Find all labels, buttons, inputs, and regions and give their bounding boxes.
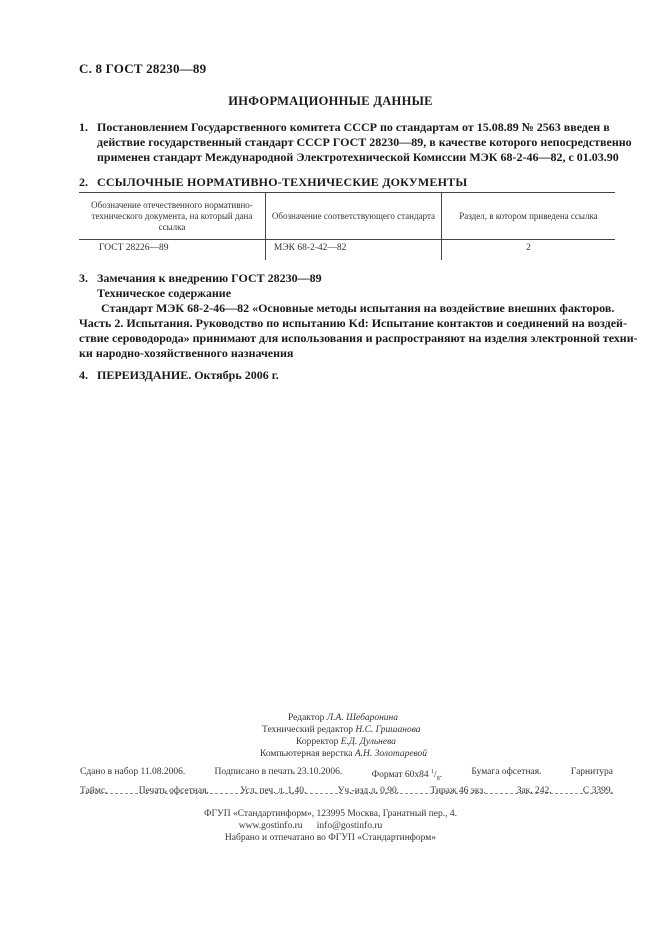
- publisher-block: [0, 808, 661, 844]
- credit-label: Технический редактор: [262, 725, 353, 735]
- print-info-item: С 3399.: [582, 786, 613, 797]
- section-4-text: ПЕРЕИЗДАНИЕ. Октябрь 2006 г.: [97, 368, 279, 382]
- section-3-number: 3.: [79, 271, 88, 285]
- print-info-item: Сдано в набор 11.08.2006.: [80, 767, 186, 777]
- column-header-domestic-doc: Обозначение отечественного нормативно-технического документа, на который дана ссылка: [79, 193, 265, 240]
- section-1-line: Постановлением Государственного комитета СССР по стандартам от 15.08.89 № 2563 введен в: [97, 120, 610, 134]
- print-info-item: Печать офсетная.: [138, 786, 209, 797]
- publisher-address: ФГУП «Стандартинформ», 123995 Москва, Гранатный пер., 4.: [203, 809, 458, 819]
- publisher-contacts: [0, 820, 661, 832]
- section-4-number: 4.: [79, 368, 88, 382]
- table-row: [79, 240, 615, 261]
- section-1-line: действие государственный стандарт СССР ГОСТ 28230—89, в качестве которого непосредственно: [97, 135, 632, 149]
- section-1-line: применен стандарт Международной Электротехнической Комиссии МЭК 68-2-46—82, с 01.03.90: [97, 150, 619, 164]
- section-2-heading: [79, 175, 467, 190]
- credit-label: Компьютерная верстка: [260, 749, 353, 759]
- section-3-title: Замечания к внедрению ГОСТ 28230—89: [97, 271, 322, 285]
- section-3-line: ствие сероводорода» принимают для использования и распространяют на изделия электронной техни-: [79, 331, 638, 345]
- print-info-item: Тираж 46 экз.: [430, 786, 486, 797]
- document-title: ИНФОРМАЦИОННЫЕ ДАННЫЕ: [228, 94, 433, 108]
- table-cell-section: 2: [441, 240, 615, 261]
- credit-name: Л.А. Шебаронина: [326, 713, 399, 723]
- section-4: [79, 368, 279, 383]
- column-header-section: Раздел, в котором приведена ссылка: [441, 193, 615, 240]
- credit-label: Редактор: [288, 713, 325, 723]
- print-info-item: Формат 60x84: [371, 770, 429, 781]
- print-info-item: Уч.-изд.л. 0,90.: [337, 786, 400, 797]
- table-header-row: [79, 193, 615, 240]
- print-info-item: Бумага офсетная.: [471, 767, 542, 777]
- section-1-number: 1.: [79, 120, 88, 134]
- reference-documents-table: [79, 192, 615, 260]
- credit-name: Е.Д. Дульнева: [340, 737, 396, 747]
- section-3-line: Стандарт МЭК 68-2-46—82 «Основные методы испытания на воздействие внешних факторов.: [101, 301, 615, 315]
- credits-block: [0, 712, 661, 760]
- print-info-item: Гарнитура: [570, 767, 613, 777]
- table-cell-domestic-doc: ГОСТ 28226—89: [99, 243, 169, 253]
- publisher-printed-by: Набрано и отпечатано во ФГУП «Стандартинформ»: [224, 833, 437, 843]
- credit-tech-editor: [0, 724, 661, 736]
- print-info-item: Зак. 242.: [516, 786, 552, 797]
- credit-corrector: [0, 736, 661, 748]
- page-header: С. 8 ГОСТ 28230—89: [79, 61, 207, 76]
- column-header-standard: Обозначение соответствующего стандарта: [265, 193, 441, 240]
- print-info-row-2: [80, 785, 613, 797]
- credit-editor: [0, 712, 661, 724]
- publisher-site: www.gostinfo.ru: [238, 821, 303, 831]
- publisher-email: info@gostinfo.ru: [316, 821, 383, 831]
- section-3-line: Часть 2. Испытания. Руководство по испытанию Kd: Испытание контактов и соединений на воздей-: [79, 316, 627, 330]
- section-2-number: 2.: [79, 175, 88, 189]
- credit-name: Н.С. Гришанова: [355, 725, 421, 735]
- print-info-item: Таймс.: [80, 786, 108, 797]
- print-info-item: Усл. печ. л. 1,40.: [240, 786, 307, 797]
- format-fraction-numerator: 1: [431, 769, 435, 775]
- divider: [80, 793, 613, 794]
- credit-label: Корректор: [296, 737, 339, 747]
- print-info-item: Подписано в печать 23.10.2006.: [214, 767, 343, 777]
- print-info-format: Формат 60x84 $^1/_8$.: [371, 769, 443, 783]
- table-cell-standard: МЭК 68-2-42—82: [265, 240, 441, 261]
- section-3: [79, 271, 638, 361]
- section-2-title: ССЫЛОЧНЫЕ НОРМАТИВНО-ТЕХНИЧЕСКИЕ ДОКУМЕНТЫ: [97, 175, 468, 189]
- credit-layout: [0, 748, 661, 760]
- section-3-line: ки народно-хозяйственного назначения: [79, 346, 294, 360]
- section-1: [79, 120, 632, 165]
- section-3-subtitle: Техническое содержание: [97, 286, 232, 300]
- print-info-row-1: [80, 766, 613, 785]
- section-1-body: [97, 120, 632, 165]
- format-fraction-denominator: 8: [436, 776, 440, 783]
- credit-name: А.Н. Золотаревой: [354, 749, 428, 759]
